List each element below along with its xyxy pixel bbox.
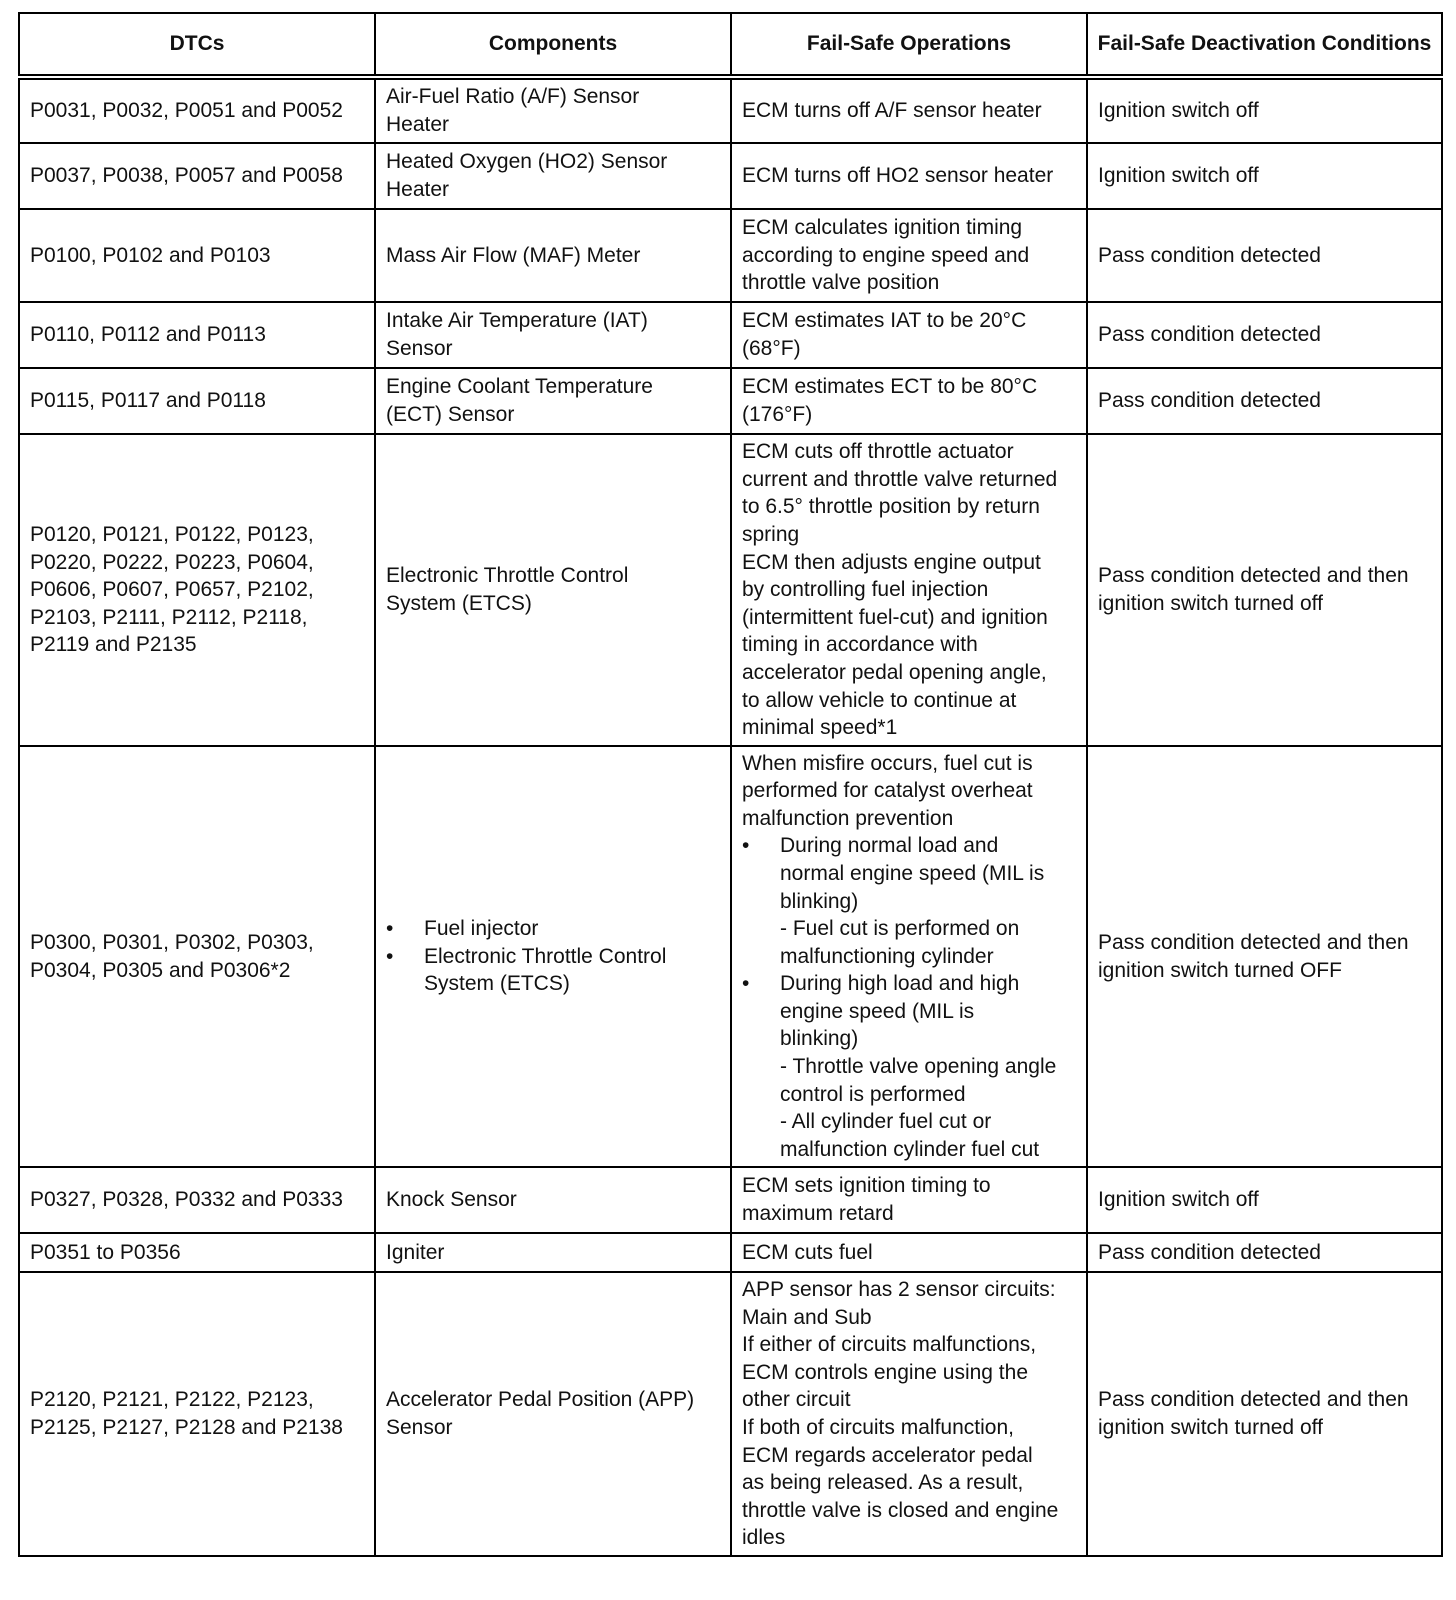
cell-line: Engine Coolant Temperature — [386, 375, 653, 399]
fail-safe-table — [18, 12, 1443, 1557]
cell-operations — [731, 1233, 1087, 1272]
cell-dtcs — [19, 1167, 375, 1233]
cell-line: P0037, P0038, P0057 and P0058 — [30, 164, 343, 188]
cell-line: Pass condition detected — [1098, 389, 1321, 413]
table-row — [19, 302, 1442, 368]
table-row — [19, 368, 1442, 434]
cell-line: P2103, P2111, P2112, P2118, — [30, 605, 308, 629]
cell-components — [375, 143, 731, 209]
bullet-item — [386, 943, 720, 998]
cell-line: P0606, P0607, P0657, P2102, — [30, 578, 314, 602]
cell-conditions — [1087, 1167, 1442, 1233]
header-components: Components — [375, 13, 731, 77]
cell-line: ECM estimates ECT to be 80°C — [742, 375, 1038, 399]
cell-line: P2120, P2121, P2122, P2123, — [30, 1388, 314, 1412]
cell-conditions — [1087, 209, 1442, 302]
bullet-line: blinking) — [780, 1027, 859, 1051]
cell-line: P2119 and P2135 — [30, 633, 197, 657]
cell-line: Pass condition detected and then — [1098, 1388, 1409, 1412]
table-row — [19, 77, 1442, 143]
cell-dtcs — [19, 143, 375, 209]
cell-conditions — [1087, 302, 1442, 368]
cell-line: to 6.5° throttle position by return — [742, 495, 1040, 519]
bullet-item — [386, 915, 720, 943]
cell-line: Pass condition detected — [1098, 1240, 1321, 1264]
indented-line: malfunction cylinder fuel cut — [780, 1137, 1040, 1161]
cell-line: (ECT) Sensor — [386, 403, 515, 426]
cell-operations — [731, 302, 1087, 368]
cell-line: performed for catalyst overheat — [742, 779, 1033, 803]
cell-line: Ignition switch off — [1098, 1188, 1259, 1212]
cell-components — [375, 1233, 731, 1272]
cell-line: idles — [742, 1526, 786, 1550]
cell-line: P0031, P0032, P0051 and P0052 — [30, 99, 343, 123]
cell-line: ignition switch turned off — [1098, 592, 1323, 615]
bullet-line: Fuel injector — [424, 917, 539, 941]
bullet-marker: • — [742, 834, 750, 858]
cell-line: ECM regards accelerator pedal — [742, 1443, 1033, 1467]
bullet-marker: • — [386, 917, 394, 941]
header-deactivation-conditions: Fail-Safe Deactivation Conditions — [1087, 13, 1442, 77]
cell-line: ECM controls engine using the — [742, 1360, 1028, 1384]
bullet-line: normal engine speed (MIL is — [780, 861, 1045, 885]
cell-line: P0351 to P0356 — [30, 1240, 181, 1264]
cell-dtcs — [19, 302, 375, 368]
cell-operations — [731, 1167, 1087, 1233]
cell-line: Heater — [386, 113, 450, 136]
cell-dtcs — [19, 209, 375, 302]
cell-dtcs — [19, 1233, 375, 1272]
cell-line: Pass condition detected — [1098, 243, 1321, 267]
cell-conditions — [1087, 368, 1442, 434]
cell-line: minimal speed*1 — [742, 716, 898, 740]
cell-components — [375, 746, 731, 1167]
cell-line: throttle valve position — [742, 271, 940, 295]
cell-line: P0300, P0301, P0302, P0303, — [30, 930, 314, 954]
cell-operations — [731, 368, 1087, 434]
cell-line: Sensor — [386, 337, 453, 360]
cell-line: P0100, P0102 and P0103 — [30, 243, 271, 267]
cell-line: current and throttle valve returned — [742, 467, 1058, 491]
cell-components — [375, 1272, 731, 1556]
cell-line: (176°F) — [742, 403, 813, 426]
cell-line: Knock Sensor — [386, 1188, 517, 1212]
cell-line: accelerator pedal opening angle, — [742, 660, 1047, 684]
cell-line: ECM estimates IAT to be 20°C — [742, 309, 1027, 333]
table-row — [19, 1272, 1442, 1556]
bullet-line: blinking) — [780, 889, 859, 913]
cell-line: according to engine speed and — [742, 243, 1030, 267]
cell-operations — [731, 746, 1087, 1167]
indented-line: - Fuel cut is performed on — [780, 917, 1020, 941]
bullet-marker: • — [742, 972, 750, 996]
table-row — [19, 143, 1442, 209]
cell-operations — [731, 434, 1087, 746]
cell-components — [375, 302, 731, 368]
cell-line: Sensor — [386, 1416, 453, 1439]
header-fail-safe-operations: Fail-Safe Operations — [731, 13, 1087, 77]
table-header-row — [19, 13, 1442, 77]
cell-line: Heater — [386, 178, 450, 201]
bullet-line: engine speed (MIL is — [780, 999, 975, 1023]
cell-line: Igniter — [386, 1240, 445, 1264]
table-row — [19, 434, 1442, 746]
bullet-line: System (ETCS) — [424, 972, 570, 996]
cell-dtcs — [19, 1272, 375, 1556]
cell-line: Ignition switch off — [1098, 99, 1259, 123]
cell-operations — [731, 77, 1087, 143]
cell-operations — [731, 1272, 1087, 1556]
cell-components — [375, 209, 731, 302]
cell-operations — [731, 209, 1087, 302]
bullet-item — [742, 970, 1076, 1053]
cell-line: P0110, P0112 and P0113 — [30, 323, 266, 347]
cell-line: timing in accordance with — [742, 633, 978, 657]
cell-line: System (ETCS) — [386, 592, 532, 615]
cell-line: ignition switch turned OFF — [1098, 958, 1342, 982]
indented-line: - Throttle valve opening angle — [780, 1055, 1057, 1079]
cell-conditions — [1087, 746, 1442, 1167]
cell-line: P0220, P0222, P0223, P0604, — [30, 550, 314, 574]
cell-line: maximum retard — [742, 1202, 894, 1225]
cell-components — [375, 77, 731, 143]
cell-line: malfunction prevention — [742, 806, 954, 830]
cell-line: Heated Oxygen (HO2) Sensor — [386, 150, 668, 174]
cell-line: ECM cuts off throttle actuator — [742, 440, 1014, 464]
bullet-marker: • — [386, 944, 394, 968]
cell-line: ECM cuts fuel — [742, 1240, 873, 1264]
table-row — [19, 1233, 1442, 1272]
cell-line: Air-Fuel Ratio (A/F) Sensor — [386, 85, 640, 109]
cell-conditions — [1087, 1272, 1442, 1556]
cell-dtcs — [19, 746, 375, 1167]
cell-line: ECM sets ignition timing to — [742, 1174, 991, 1198]
bullet-line: Electronic Throttle Control — [424, 944, 667, 968]
indented-line: - All cylinder fuel cut or — [780, 1110, 992, 1134]
table-row — [19, 746, 1442, 1167]
bullet-item — [742, 832, 1076, 915]
indented-line: malfunctioning cylinder — [780, 944, 994, 968]
cell-line: If either of circuits malfunctions, — [742, 1333, 1037, 1357]
cell-operations — [731, 143, 1087, 209]
cell-components — [375, 368, 731, 434]
cell-line: P0120, P0121, P0122, P0123, — [30, 523, 314, 547]
cell-line: by controlling fuel injection — [742, 578, 989, 602]
cell-line: ECM then adjusts engine output — [742, 550, 1041, 574]
cell-conditions — [1087, 77, 1442, 143]
header-dtcs: DTCs — [19, 13, 375, 77]
cell-line: Intake Air Temperature (IAT) — [386, 309, 648, 333]
indented-line: control is performed — [780, 1082, 966, 1106]
bullet-line: During high load and high — [780, 972, 1020, 996]
cell-line: P0327, P0328, P0332 and P0333 — [30, 1188, 343, 1212]
cell-line: throttle valve is closed and engine — [742, 1498, 1059, 1522]
cell-line: Mass Air Flow (MAF) Meter — [386, 243, 641, 267]
cell-line: Ignition switch off — [1098, 164, 1259, 188]
cell-line: Pass condition detected and then — [1098, 564, 1409, 588]
cell-line: to allow vehicle to continue at — [742, 688, 1017, 712]
cell-dtcs — [19, 368, 375, 434]
table-row — [19, 1167, 1442, 1233]
cell-line: Pass condition detected — [1098, 323, 1321, 347]
cell-line: ECM turns off HO2 sensor heater — [742, 164, 1054, 188]
table-body — [19, 77, 1442, 1556]
cell-line: ECM calculates ignition timing — [742, 216, 1023, 240]
cell-line: Electronic Throttle Control — [386, 564, 629, 588]
cell-dtcs — [19, 77, 375, 143]
cell-line: (68°F) — [742, 337, 801, 360]
cell-components — [375, 1167, 731, 1233]
cell-line: spring — [742, 523, 800, 547]
cell-conditions — [1087, 434, 1442, 746]
cell-line: ignition switch turned off — [1098, 1416, 1323, 1439]
cell-line: P0304, P0305 and P0306*2 — [30, 958, 291, 982]
cell-line: If both of circuits malfunction, — [742, 1416, 1014, 1439]
cell-line: other circuit — [742, 1388, 851, 1412]
cell-line: Accelerator Pedal Position (APP) — [386, 1388, 695, 1412]
table-row — [19, 209, 1442, 302]
cell-line: APP sensor has 2 sensor circuits: — [742, 1278, 1056, 1302]
cell-line: P0115, P0117 and P0118 — [30, 389, 266, 413]
cell-line: Main and Sub — [742, 1305, 872, 1329]
cell-line: ECM turns off A/F sensor heater — [742, 99, 1042, 123]
bullet-line: During normal load and — [780, 834, 999, 858]
cell-line: (intermittent fuel-cut) and ignition — [742, 605, 1048, 629]
cell-line: Pass condition detected and then — [1098, 930, 1409, 954]
cell-conditions — [1087, 1233, 1442, 1272]
cell-components — [375, 434, 731, 746]
cell-dtcs — [19, 434, 375, 746]
cell-conditions — [1087, 143, 1442, 209]
cell-line: P2125, P2127, P2128 and P2138 — [30, 1416, 343, 1439]
cell-line: as being released. As a result, — [742, 1471, 1024, 1495]
cell-line: When misfire occurs, fuel cut is — [742, 751, 1033, 775]
